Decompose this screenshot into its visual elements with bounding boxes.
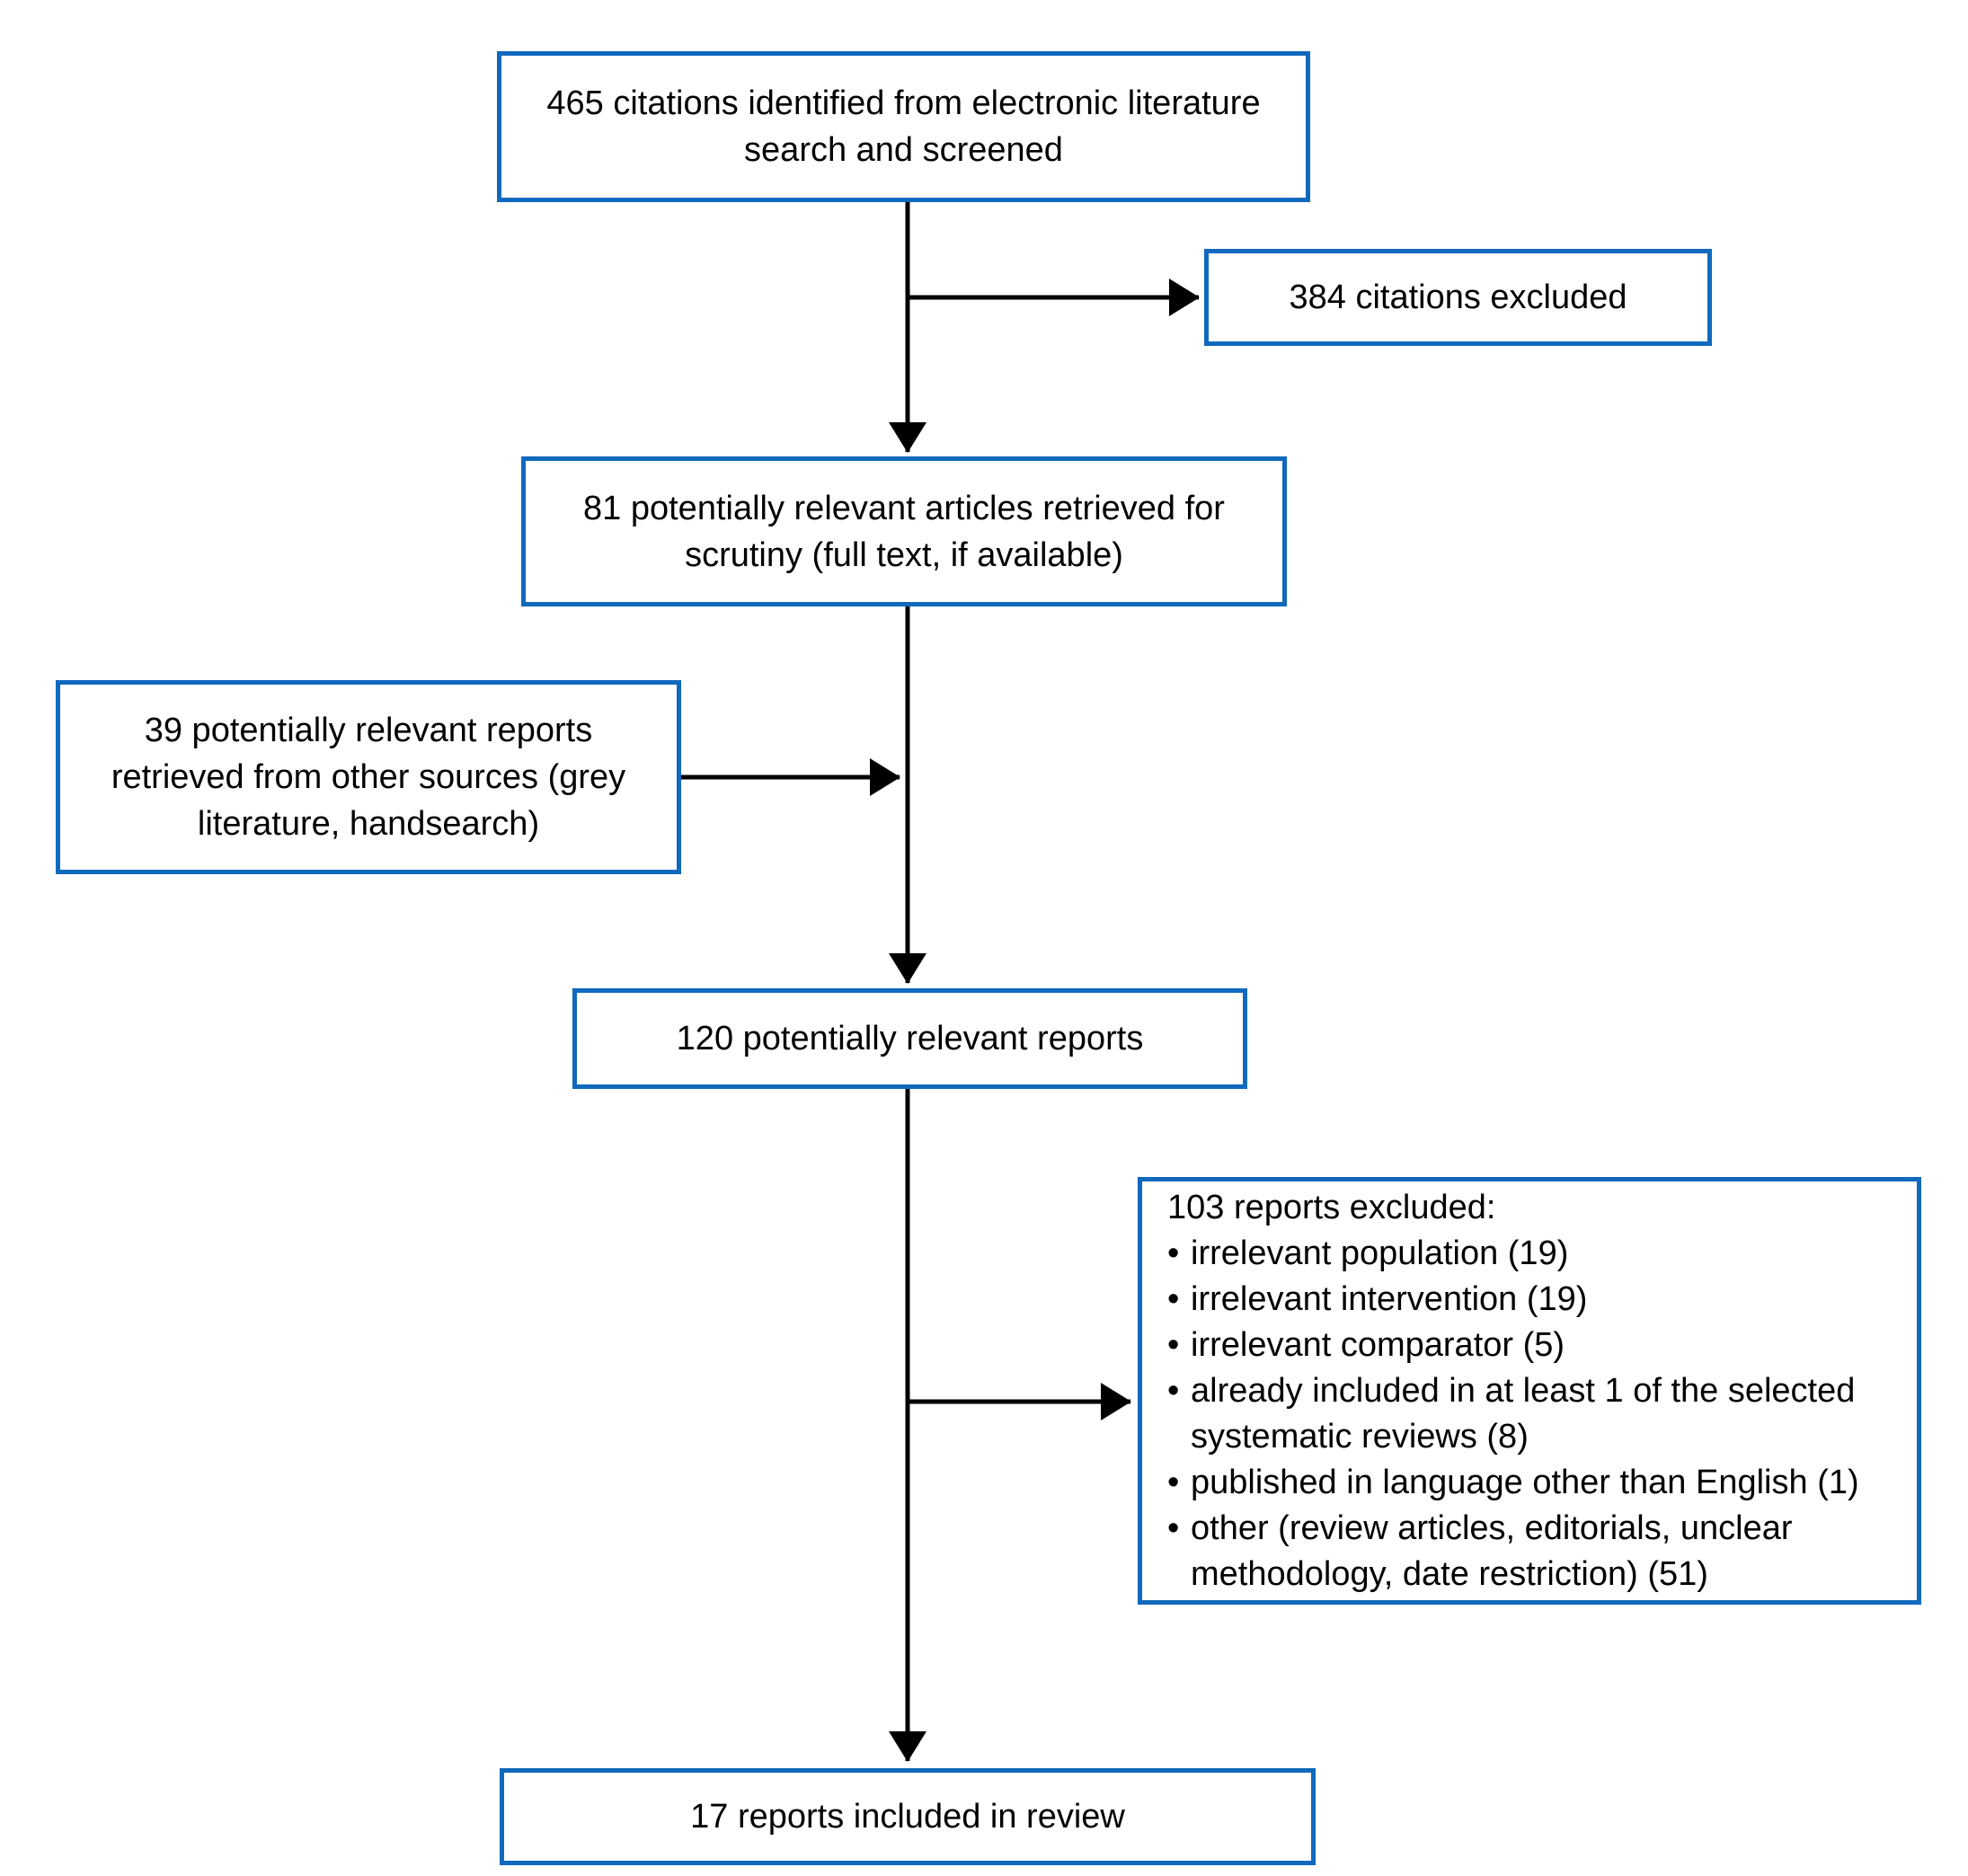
combined-reports-label: 120 potentially relevant reports — [676, 1020, 1144, 1057]
exclusion-reason-text: already included in at least 1 of the selected systematic reviews (8) — [1191, 1371, 1856, 1456]
identified-citations-box — [497, 51, 1310, 202]
citations-excluded-box — [1204, 249, 1712, 346]
exclusion-reason-item — [1167, 1277, 1587, 1323]
bullet-icon: • — [1167, 1279, 1180, 1318]
included-reports-box — [500, 1768, 1316, 1865]
exclusion-reason-item — [1167, 1231, 1568, 1277]
exclusion-reason-text: irrelevant population (19) — [1191, 1234, 1569, 1272]
retrieved-articles-label: 81 potentially relevant articles retrieved for scrutiny (full text, if available) — [583, 489, 1225, 574]
combined-reports-box — [572, 988, 1247, 1089]
reports-excluded-box — [1138, 1177, 1921, 1605]
exclusion-reason-text: irrelevant intervention (19) — [1191, 1279, 1588, 1318]
exclusion-reason-item — [1167, 1460, 1859, 1506]
bullet-icon: • — [1167, 1325, 1180, 1364]
exclusion-reason-item — [1167, 1506, 1911, 1597]
identified-citations-label: 465 citations identified from electronic literature search and screened — [546, 84, 1261, 169]
reports-excluded-title: 103 reports excluded: — [1167, 1188, 1496, 1226]
exclusion-reason-text: other (review articles, editorials, unclear methodology, date restriction) (51) — [1191, 1509, 1793, 1593]
citations-excluded-label: 384 citations excluded — [1289, 279, 1627, 316]
exclusion-reason-text: irrelevant comparator (5) — [1191, 1325, 1565, 1364]
exclusion-reason-item — [1167, 1368, 1911, 1460]
other-sources-label: 39 potentially relevant reports retrieved from other sources (grey literature, handsearch) — [111, 712, 626, 843]
exclusion-reason-text: published in language other than English (1) — [1191, 1463, 1859, 1501]
other-sources-box — [56, 680, 681, 874]
bullet-icon: • — [1167, 1463, 1180, 1501]
included-reports-label: 17 reports included in review — [690, 1798, 1125, 1836]
exclusion-reason-item — [1167, 1323, 1565, 1368]
bullet-icon: • — [1167, 1509, 1180, 1547]
bullet-icon: • — [1167, 1234, 1180, 1272]
bullet-icon: • — [1167, 1371, 1180, 1410]
retrieved-articles-box — [521, 456, 1287, 606]
